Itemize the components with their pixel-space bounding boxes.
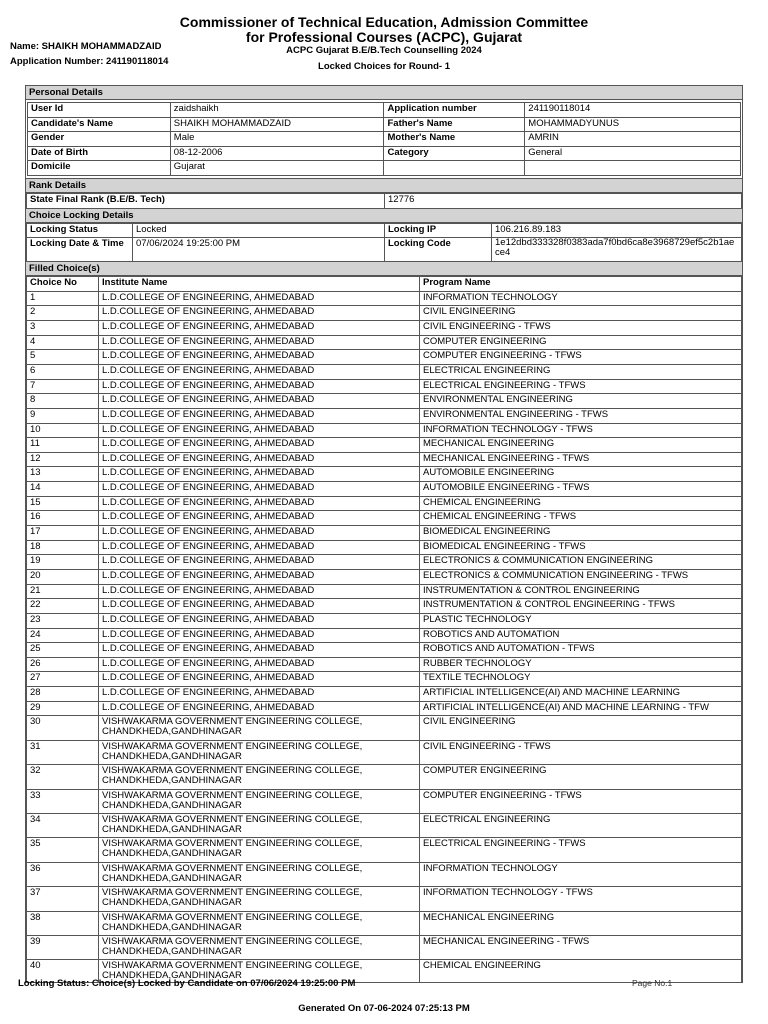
application-number-line: Application Number: 241190118014 — [10, 56, 169, 67]
choice-number: 14 — [27, 482, 99, 497]
institute-name: L.D.COLLEGE OF ENGINEERING, AHMEDABAD — [99, 452, 420, 467]
program-name: MECHANICAL ENGINEERING - TFWS — [420, 935, 742, 959]
choice-number: 3 — [27, 321, 99, 336]
personal-row — [28, 103, 741, 118]
rank-details-header: Rank Details — [26, 178, 742, 193]
candidate-name-line: Name: SHAIKH MOHAMMADZAID — [10, 41, 162, 52]
choices-table — [26, 276, 742, 983]
locking-status-footer: Locking Status: Choice(s) Locked by Candidate on 07/06/2024 19:25:00 PM — [18, 978, 356, 989]
institute-name: L.D.COLLEGE OF ENGINEERING, AHMEDABAD — [99, 613, 420, 628]
choice-number: 20 — [27, 569, 99, 584]
program-name: RUBBER TECHNOLOGY — [420, 657, 742, 672]
institute-name: L.D.COLLEGE OF ENGINEERING, AHMEDABAD — [99, 599, 420, 614]
institute-name: VISHWAKARMA GOVERNMENT ENGINEERING COLLEGE, CHANDKHEDA,GANDHINAGAR — [99, 838, 420, 862]
personal-label: Domicile — [28, 161, 171, 176]
choice-row — [27, 740, 742, 764]
program-name: ARTIFICIAL INTELLIGENCE(AI) AND MACHINE LEARNING — [420, 687, 742, 702]
personal-row — [28, 146, 741, 161]
institute-name: L.D.COLLEGE OF ENGINEERING, AHMEDABAD — [99, 628, 420, 643]
choice-number: 40 — [27, 960, 99, 983]
choice-number: 37 — [27, 887, 99, 911]
choice-number: 26 — [27, 657, 99, 672]
institute-name: VISHWAKARMA GOVERNMENT ENGINEERING COLLEGE, CHANDKHEDA,GANDHINAGAR — [99, 935, 420, 959]
program-name: INFORMATION TECHNOLOGY — [420, 291, 742, 306]
institute-name: L.D.COLLEGE OF ENGINEERING, AHMEDABAD — [99, 687, 420, 702]
choice-number: 13 — [27, 467, 99, 482]
locking-details-header: Choice Locking Details — [26, 209, 742, 223]
program-name: ENVIRONMENTAL ENGINEERING — [420, 394, 742, 409]
institute-name: L.D.COLLEGE OF ENGINEERING, AHMEDABAD — [99, 643, 420, 658]
choice-row — [27, 496, 742, 511]
institute-name: L.D.COLLEGE OF ENGINEERING, AHMEDABAD — [99, 438, 420, 453]
personal-value: AMRIN — [525, 132, 741, 147]
personal-row — [28, 161, 741, 176]
choice-number: 34 — [27, 813, 99, 837]
program-name: PLASTIC TECHNOLOGY — [420, 613, 742, 628]
choice-row — [27, 628, 742, 643]
program-name: BIOMEDICAL ENGINEERING — [420, 526, 742, 541]
program-name: MECHANICAL ENGINEERING - TFWS — [420, 452, 742, 467]
details-frame — [25, 85, 743, 983]
choice-number: 12 — [27, 452, 99, 467]
choice-number: 24 — [27, 628, 99, 643]
choice-row — [27, 555, 742, 570]
choice-row — [27, 423, 742, 438]
institute-name: L.D.COLLEGE OF ENGINEERING, AHMEDABAD — [99, 701, 420, 716]
choice-row — [27, 789, 742, 813]
program-name: COMPUTER ENGINEERING — [420, 765, 742, 789]
institute-name: VISHWAKARMA GOVERNMENT ENGINEERING COLLEGE, CHANDKHEDA,GANDHINAGAR — [99, 960, 420, 983]
personal-label: Date of Birth — [28, 146, 171, 161]
choice-number: 29 — [27, 701, 99, 716]
choice-row — [27, 569, 742, 584]
choice-row — [27, 584, 742, 599]
program-name: CIVIL ENGINEERING — [420, 306, 742, 321]
choice-row — [27, 335, 742, 350]
choice-row — [27, 438, 742, 453]
program-name: COMPUTER ENGINEERING — [420, 335, 742, 350]
choice-row — [27, 716, 742, 740]
personal-label: Application number — [384, 103, 525, 118]
institute-name: L.D.COLLEGE OF ENGINEERING, AHMEDABAD — [99, 482, 420, 497]
institute-name: L.D.COLLEGE OF ENGINEERING, AHMEDABAD — [99, 496, 420, 511]
counselling-subtitle: ACPC Gujarat B.E/B.Tech Counselling 2024 — [286, 45, 482, 56]
program-name: AUTOMOBILE ENGINEERING — [420, 467, 742, 482]
choice-number: 39 — [27, 935, 99, 959]
program-name: CHEMICAL ENGINEERING — [420, 960, 742, 983]
program-name: INSTRUMENTATION & CONTROL ENGINEERING — [420, 584, 742, 599]
institute-name: VISHWAKARMA GOVERNMENT ENGINEERING COLLEGE, CHANDKHEDA,GANDHINAGAR — [99, 789, 420, 813]
locking-ip-label: Locking IP — [385, 223, 492, 238]
personal-value: 241190118014 — [525, 103, 741, 118]
institute-name: L.D.COLLEGE OF ENGINEERING, AHMEDABAD — [99, 569, 420, 584]
choice-number: 19 — [27, 555, 99, 570]
choice-row — [27, 306, 742, 321]
locking-datetime-label: Locking Date & Time — [27, 238, 133, 262]
personal-label: Gender — [28, 132, 171, 147]
choice-number: 7 — [27, 379, 99, 394]
institute-name: L.D.COLLEGE OF ENGINEERING, AHMEDABAD — [99, 540, 420, 555]
program-name: ENVIRONMENTAL ENGINEERING - TFWS — [420, 408, 742, 423]
choice-row — [27, 321, 742, 336]
choice-row — [27, 526, 742, 541]
choice-row — [27, 291, 742, 306]
institute-name: L.D.COLLEGE OF ENGINEERING, AHMEDABAD — [99, 672, 420, 687]
program-name: ELECTRICAL ENGINEERING - TFWS — [420, 838, 742, 862]
personal-value: General — [525, 146, 741, 161]
program-name: ELECTRICAL ENGINEERING — [420, 365, 742, 380]
personal-value: Gujarat — [170, 161, 384, 176]
choice-row — [27, 911, 742, 935]
program-name: INFORMATION TECHNOLOGY - TFWS — [420, 887, 742, 911]
rank-value: 12776 — [385, 193, 742, 208]
locking-table — [26, 223, 742, 263]
program-name: AUTOMOBILE ENGINEERING - TFWS — [420, 482, 742, 497]
locking-ip-value: 106.216.89.183 — [492, 223, 742, 238]
institute-name: VISHWAKARMA GOVERNMENT ENGINEERING COLLEGE, CHANDKHEDA,GANDHINAGAR — [99, 716, 420, 740]
program-name: INSTRUMENTATION & CONTROL ENGINEERING - TFWS — [420, 599, 742, 614]
institute-name: L.D.COLLEGE OF ENGINEERING, AHMEDABAD — [99, 350, 420, 365]
choice-number: 38 — [27, 911, 99, 935]
program-name: BIOMEDICAL ENGINEERING - TFWS — [420, 540, 742, 555]
choice-row — [27, 540, 742, 555]
program-name: CIVIL ENGINEERING — [420, 716, 742, 740]
personal-value: zaidshaikh — [170, 103, 384, 118]
choice-number: 33 — [27, 789, 99, 813]
program-name: MECHANICAL ENGINEERING — [420, 911, 742, 935]
choice-number: 10 — [27, 423, 99, 438]
personal-details-header: Personal Details — [26, 86, 742, 100]
choice-number: 16 — [27, 511, 99, 526]
institute-name: L.D.COLLEGE OF ENGINEERING, AHMEDABAD — [99, 306, 420, 321]
personal-label: Mother's Name — [384, 132, 525, 147]
choice-row — [27, 765, 742, 789]
institute-name: L.D.COLLEGE OF ENGINEERING, AHMEDABAD — [99, 408, 420, 423]
program-name: ROBOTICS AND AUTOMATION - TFWS — [420, 643, 742, 658]
choice-number: 23 — [27, 613, 99, 628]
institute-name: L.D.COLLEGE OF ENGINEERING, AHMEDABAD — [99, 584, 420, 599]
choice-number: 2 — [27, 306, 99, 321]
choice-number: 8 — [27, 394, 99, 409]
choice-row — [27, 687, 742, 702]
program-name: INFORMATION TECHNOLOGY — [420, 862, 742, 886]
choice-row — [27, 838, 742, 862]
institute-name: VISHWAKARMA GOVERNMENT ENGINEERING COLLEGE, CHANDKHEDA,GANDHINAGAR — [99, 911, 420, 935]
program-name: CIVIL ENGINEERING - TFWS — [420, 740, 742, 764]
choice-row — [27, 701, 742, 716]
choice-row — [27, 613, 742, 628]
choice-row — [27, 672, 742, 687]
choice-number: 11 — [27, 438, 99, 453]
program-name: CHEMICAL ENGINEERING — [420, 496, 742, 511]
choice-number: 17 — [27, 526, 99, 541]
choice-row — [27, 467, 742, 482]
choice-row — [27, 935, 742, 959]
personal-label: Category — [384, 146, 525, 161]
choice-row — [27, 379, 742, 394]
choice-row — [27, 862, 742, 886]
institute-name: L.D.COLLEGE OF ENGINEERING, AHMEDABAD — [99, 511, 420, 526]
choice-row — [27, 365, 742, 380]
locking-code-label: Locking Code — [385, 238, 492, 262]
choice-number: 22 — [27, 599, 99, 614]
institute-name: L.D.COLLEGE OF ENGINEERING, AHMEDABAD — [99, 423, 420, 438]
personal-value: 08-12-2006 — [170, 146, 384, 161]
page-number: Page No.1 — [632, 978, 673, 988]
institute-name: L.D.COLLEGE OF ENGINEERING, AHMEDABAD — [99, 394, 420, 409]
locking-status-value: Locked — [133, 223, 385, 238]
locking-code-value: 1e12dbd333328f0383ada7f0bd6ca8e3968729ef5c2b1aece4 — [492, 238, 742, 262]
personal-row — [28, 132, 741, 147]
choice-row — [27, 350, 742, 365]
choice-row — [27, 813, 742, 837]
choice-number: 32 — [27, 765, 99, 789]
program-name: INFORMATION TECHNOLOGY - TFWS — [420, 423, 742, 438]
round-subtitle: Locked Choices for Round- 1 — [318, 61, 450, 72]
choice-number: 21 — [27, 584, 99, 599]
choice-row — [27, 452, 742, 467]
program-name: CIVIL ENGINEERING - TFWS — [420, 321, 742, 336]
institute-name: L.D.COLLEGE OF ENGINEERING, AHMEDABAD — [99, 321, 420, 336]
program-name: CHEMICAL ENGINEERING - TFWS — [420, 511, 742, 526]
choice-number: 27 — [27, 672, 99, 687]
institute-name: L.D.COLLEGE OF ENGINEERING, AHMEDABAD — [99, 335, 420, 350]
institute-name: L.D.COLLEGE OF ENGINEERING, AHMEDABAD — [99, 291, 420, 306]
institute-name: L.D.COLLEGE OF ENGINEERING, AHMEDABAD — [99, 379, 420, 394]
program-name: ELECTRICAL ENGINEERING - TFWS — [420, 379, 742, 394]
program-name: ROBOTICS AND AUTOMATION — [420, 628, 742, 643]
choice-number: 18 — [27, 540, 99, 555]
program-name: MECHANICAL ENGINEERING — [420, 438, 742, 453]
col-header-choice-no: Choice No — [27, 277, 99, 292]
institute-name: L.D.COLLEGE OF ENGINEERING, AHMEDABAD — [99, 657, 420, 672]
choice-number: 36 — [27, 862, 99, 886]
choice-row — [27, 887, 742, 911]
personal-label: User Id — [28, 103, 171, 118]
program-name: COMPUTER ENGINEERING - TFWS — [420, 350, 742, 365]
choice-number: 5 — [27, 350, 99, 365]
generated-on: Generated On 07-06-2024 07:25:13 PM — [298, 1003, 470, 1014]
choice-row — [27, 599, 742, 614]
choice-number: 25 — [27, 643, 99, 658]
choice-number: 30 — [27, 716, 99, 740]
choice-row — [27, 643, 742, 658]
personal-value: Male — [170, 132, 384, 147]
program-name: ELECTRONICS & COMMUNICATION ENGINEERING — [420, 555, 742, 570]
program-name: ELECTRONICS & COMMUNICATION ENGINEERING - TFWS — [420, 569, 742, 584]
institute-name: VISHWAKARMA GOVERNMENT ENGINEERING COLLEGE, CHANDKHEDA,GANDHINAGAR — [99, 813, 420, 837]
institute-name: VISHWAKARMA GOVERNMENT ENGINEERING COLLEGE, CHANDKHEDA,GANDHINAGAR — [99, 862, 420, 886]
institute-name: VISHWAKARMA GOVERNMENT ENGINEERING COLLEGE, CHANDKHEDA,GANDHINAGAR — [99, 740, 420, 764]
program-name: TEXTILE TECHNOLOGY — [420, 672, 742, 687]
choice-number: 28 — [27, 687, 99, 702]
choice-row — [27, 511, 742, 526]
personal-value — [525, 161, 741, 176]
personal-value: SHAIKH MOHAMMADZAID — [170, 117, 384, 132]
col-header-institute: Institute Name — [99, 277, 420, 292]
personal-label: Father's Name — [384, 117, 525, 132]
choice-row — [27, 657, 742, 672]
program-name: COMPUTER ENGINEERING - TFWS — [420, 789, 742, 813]
institute-name: L.D.COLLEGE OF ENGINEERING, AHMEDABAD — [99, 555, 420, 570]
institute-name: L.D.COLLEGE OF ENGINEERING, AHMEDABAD — [99, 526, 420, 541]
locking-status-label: Locking Status — [27, 223, 133, 238]
rank-label: State Final Rank (B.E/B. Tech) — [27, 193, 385, 208]
choice-number: 35 — [27, 838, 99, 862]
choice-number: 9 — [27, 408, 99, 423]
choice-row — [27, 394, 742, 409]
personal-row — [28, 117, 741, 132]
title-line-1: Commissioner of Technical Education, Admission Committee — [179, 14, 589, 30]
personal-label: Candidate's Name — [28, 117, 171, 132]
rank-table — [26, 193, 742, 209]
choice-row — [27, 482, 742, 497]
choice-number: 6 — [27, 365, 99, 380]
institute-name: L.D.COLLEGE OF ENGINEERING, AHMEDABAD — [99, 365, 420, 380]
program-name: ELECTRICAL ENGINEERING — [420, 813, 742, 837]
choice-number: 1 — [27, 291, 99, 306]
institute-name: L.D.COLLEGE OF ENGINEERING, AHMEDABAD — [99, 467, 420, 482]
choice-number: 15 — [27, 496, 99, 511]
filled-choices-header: Filled Choice(s) — [26, 262, 742, 276]
choice-number: 4 — [27, 335, 99, 350]
personal-details-table — [27, 102, 741, 176]
personal-label — [384, 161, 525, 176]
col-header-program: Program Name — [420, 277, 742, 292]
institute-name: VISHWAKARMA GOVERNMENT ENGINEERING COLLEGE, CHANDKHEDA,GANDHINAGAR — [99, 765, 420, 789]
personal-value: MOHAMMADYUNUS — [525, 117, 741, 132]
program-name: ARTIFICIAL INTELLIGENCE(AI) AND MACHINE LEARNING - TFW — [420, 701, 742, 716]
locking-datetime-value: 07/06/2024 19:25:00 PM — [133, 238, 385, 262]
choice-number: 31 — [27, 740, 99, 764]
title-line-2: for Professional Courses (ACPC), Gujarat — [245, 29, 523, 45]
choice-row — [27, 408, 742, 423]
institute-name: VISHWAKARMA GOVERNMENT ENGINEERING COLLEGE, CHANDKHEDA,GANDHINAGAR — [99, 887, 420, 911]
